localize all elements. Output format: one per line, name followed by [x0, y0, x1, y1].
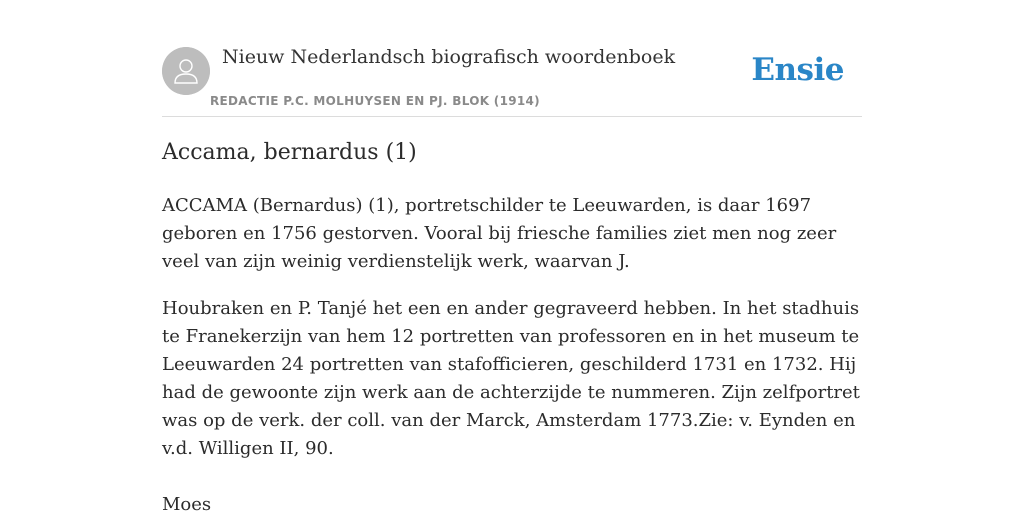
article-paragraph-1: ACCAMA (Bernardus) (1), portretschilder te Leeuwarden, is daar 1697 geboren en 1756 gestorven. Vooral bij friesche families ziet men nog zeer veel van zijn weinig verdienstelijk werk, waarvan J. [162, 195, 837, 272]
article-title: Accama, bernardus (1) [162, 140, 417, 165]
article-paragraph-2: Houbraken en P. Tanjé het een en ander gegraveerd hebben. In het stadhuis te Franekerzijn van hem 12 portretten van professoren en in het museum te Leeuwarden 24 portretten van stafofficieren, geschilderd 1731 en 1732. Hij had de gewoonte zijn werk aan de achterzijde te nummeren. Zijn zelfportret was op de verk. der coll. van der Marck, Amsterdam 1773.Zie: v. Eynden en v.d. Willigen II, 90. [162, 298, 860, 459]
article-author: Moes [162, 494, 212, 512]
ensie-logo[interactable]: Ensie [751, 52, 844, 88]
avatar[interactable] [162, 47, 210, 95]
user-silhouette-icon [162, 47, 210, 95]
source-header [162, 44, 862, 117]
source-subtitle: REDACTIE P.C. MOLHUYSEN EN PJ. BLOK (1914) [210, 94, 540, 108]
source-title[interactable]: Nieuw Nederlandsch biografisch woordenboek [222, 46, 676, 68]
